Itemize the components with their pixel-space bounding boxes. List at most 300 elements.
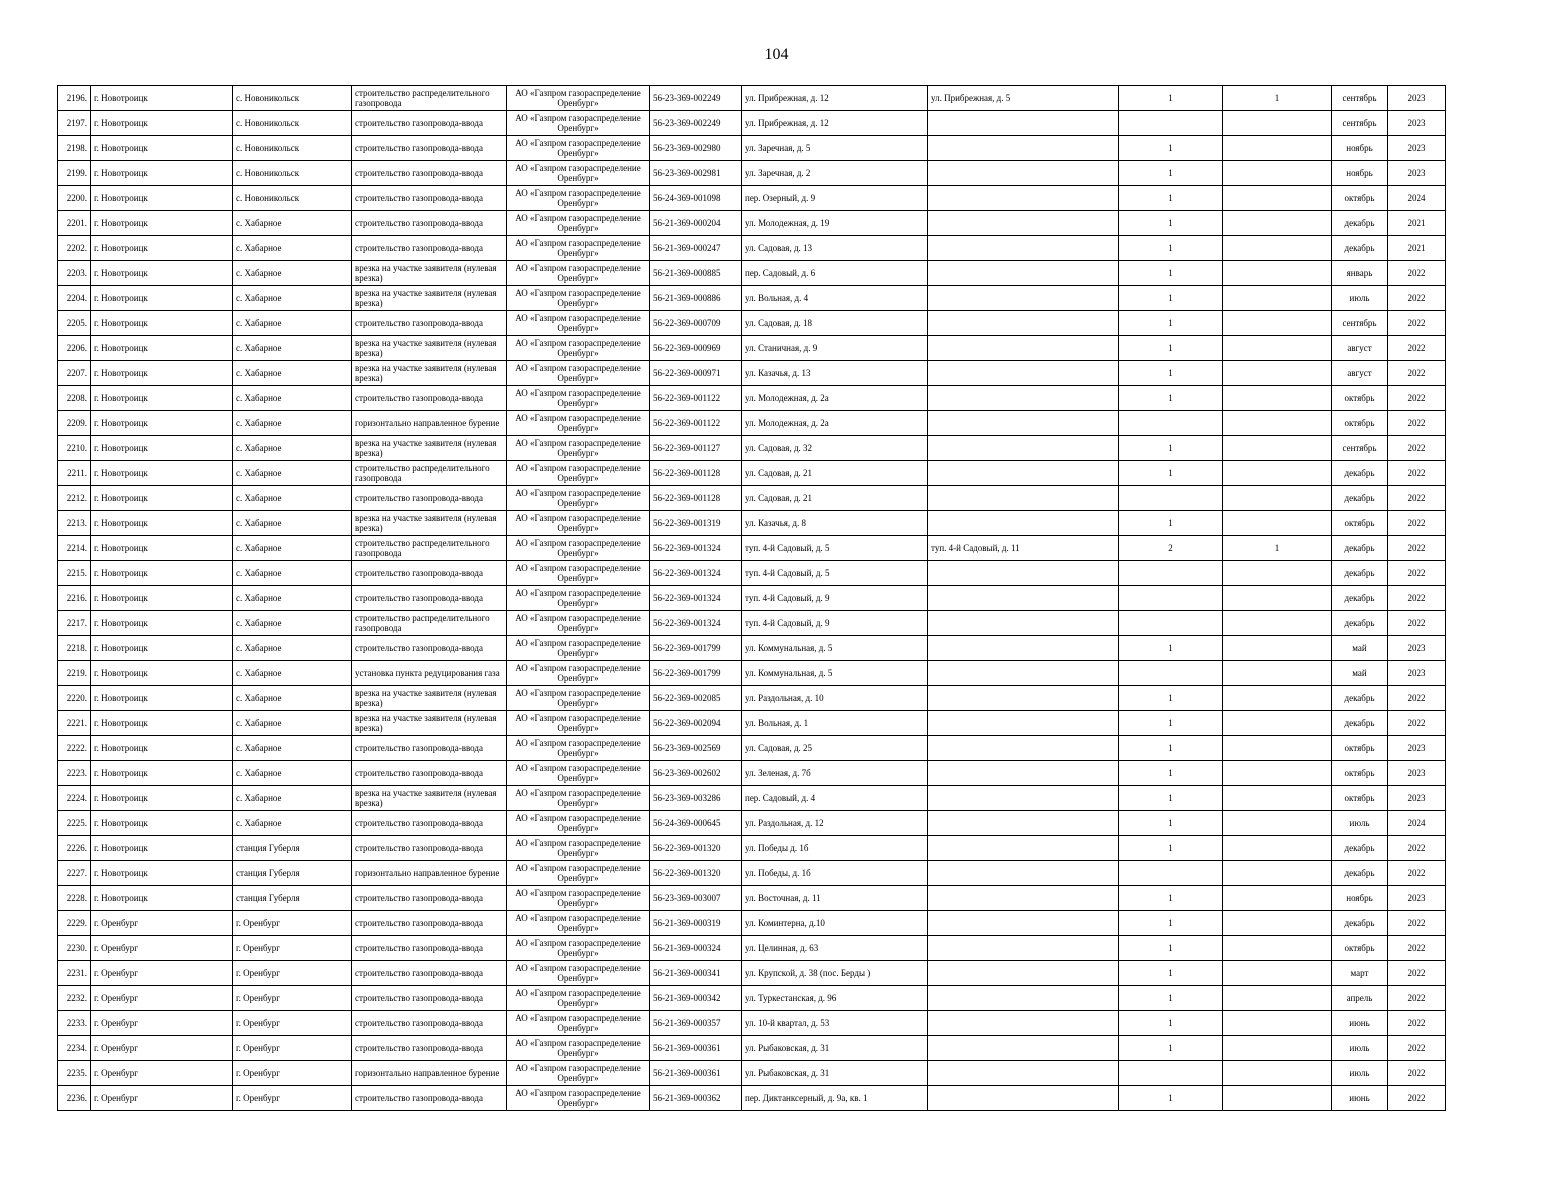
municipality-cell: г. Оренбург [91,961,233,986]
address-cell: ул. Заречная, д. 2 [742,161,928,186]
request-code-cell: 56-22-369-001319 [650,511,742,536]
month-cell: июль [1332,1036,1388,1061]
table-row [58,86,1446,111]
second-address-cell [928,261,1119,286]
extra-quantity-cell [1223,836,1332,861]
settlement-cell: с. Хабарное [233,561,352,586]
row-number: 2219. [58,661,91,686]
row-number: 2200. [58,186,91,211]
year-cell: 2023 [1388,636,1446,661]
second-address-cell [928,1011,1119,1036]
year-cell: 2022 [1388,436,1446,461]
month-cell: декабрь [1332,861,1388,886]
table-row [58,636,1446,661]
month-cell: сентябрь [1332,311,1388,336]
request-code-cell: 56-21-369-000247 [650,236,742,261]
row-number: 2215. [58,561,91,586]
second-address-cell [928,511,1119,536]
organization-cell: АО «Газпром газораспределение Оренбург» [507,136,650,161]
work-type-cell: врезка на участке заявителя (нулевая врезка) [352,286,507,311]
request-code-cell: 56-22-369-002094 [650,711,742,736]
extra-quantity-cell [1223,561,1332,586]
month-cell: сентябрь [1332,86,1388,111]
table-row [58,761,1446,786]
organization-cell: АО «Газпром газораспределение Оренбург» [507,86,650,111]
settlement-cell: с. Хабарное [233,761,352,786]
extra-quantity-cell [1223,436,1332,461]
work-type-cell: строительство газопровода-ввода [352,186,507,211]
table-row [58,861,1446,886]
second-address-cell [928,936,1119,961]
table-row [58,586,1446,611]
row-number: 2232. [58,986,91,1011]
second-address-cell [928,711,1119,736]
month-cell: октябрь [1332,936,1388,961]
second-address-cell [928,236,1119,261]
extra-quantity-cell [1223,711,1332,736]
extra-quantity-cell [1223,886,1332,911]
organization-cell: АО «Газпром газораспределение Оренбург» [507,411,650,436]
quantity-cell [1119,586,1223,611]
municipality-cell: г. Новотроицк [91,861,233,886]
row-number: 2228. [58,886,91,911]
extra-quantity-cell [1223,636,1332,661]
table-row [58,661,1446,686]
address-cell: ул. Целинная, д. 63 [742,936,928,961]
year-cell: 2022 [1388,911,1446,936]
second-address-cell [928,786,1119,811]
request-code-cell: 56-23-369-002569 [650,736,742,761]
table-body [58,86,1446,1111]
request-code-cell: 56-21-369-000342 [650,986,742,1011]
table-row [58,411,1446,436]
row-number: 2204. [58,286,91,311]
work-type-cell: строительство газопровода-ввода [352,111,507,136]
municipality-cell: г. Новотроицк [91,311,233,336]
table-row [58,961,1446,986]
settlement-cell: г. Оренбург [233,1061,352,1086]
year-cell: 2022 [1388,986,1446,1011]
organization-cell: АО «Газпром газораспределение Оренбург» [507,611,650,636]
month-cell: октябрь [1332,386,1388,411]
work-type-cell: врезка на участке заявителя (нулевая врезка) [352,686,507,711]
table-row [58,711,1446,736]
month-cell: декабрь [1332,236,1388,261]
organization-cell: АО «Газпром газораспределение Оренбург» [507,186,650,211]
quantity-cell [1119,411,1223,436]
month-cell: апрель [1332,986,1388,1011]
municipality-cell: г. Новотроицк [91,161,233,186]
month-cell: декабрь [1332,461,1388,486]
year-cell: 2021 [1388,211,1446,236]
municipality-cell: г. Новотроицк [91,686,233,711]
extra-quantity-cell [1223,911,1332,936]
row-number: 2234. [58,1036,91,1061]
second-address-cell [928,561,1119,586]
quantity-cell: 1 [1119,461,1223,486]
table-row [58,161,1446,186]
quantity-cell: 1 [1119,886,1223,911]
second-address-cell [928,686,1119,711]
request-code-cell: 56-23-369-002602 [650,761,742,786]
month-cell: август [1332,336,1388,361]
table-row [58,286,1446,311]
year-cell: 2022 [1388,586,1446,611]
municipality-cell: г. Новотроицк [91,411,233,436]
quantity-cell: 1 [1119,636,1223,661]
work-type-cell: строительство газопровода-ввода [352,161,507,186]
address-cell: туп. 4-й Садовый, д. 5 [742,561,928,586]
organization-cell: АО «Газпром газораспределение Оренбург» [507,1036,650,1061]
request-code-cell: 56-23-369-002249 [650,111,742,136]
quantity-cell: 1 [1119,161,1223,186]
table-row [58,261,1446,286]
request-code-cell: 56-22-369-001320 [650,836,742,861]
work-type-cell: строительство газопровода-ввода [352,486,507,511]
organization-cell: АО «Газпром газораспределение Оренбург» [507,386,650,411]
row-number: 2203. [58,261,91,286]
settlement-cell: г. Оренбург [233,1011,352,1036]
settlement-cell: с. Хабарное [233,536,352,561]
table-row [58,836,1446,861]
extra-quantity-cell [1223,861,1332,886]
extra-quantity-cell [1223,136,1332,161]
table-row [58,1061,1446,1086]
organization-cell: АО «Газпром газораспределение Оренбург» [507,436,650,461]
organization-cell: АО «Газпром газораспределение Оренбург» [507,661,650,686]
settlement-cell: с. Хабарное [233,336,352,361]
address-cell: ул. Прибрежная, д. 12 [742,86,928,111]
work-type-cell: строительство газопровода-ввода [352,886,507,911]
month-cell: октябрь [1332,761,1388,786]
organization-cell: АО «Газпром газораспределение Оренбург» [507,361,650,386]
municipality-cell: г. Оренбург [91,986,233,1011]
month-cell: сентябрь [1332,111,1388,136]
settlement-cell: с. Новоникольск [233,136,352,161]
second-address-cell [928,1061,1119,1086]
work-type-cell: строительство газопровода-ввода [352,636,507,661]
municipality-cell: г. Новотроицк [91,811,233,836]
municipality-cell: г. Новотроицк [91,536,233,561]
month-cell: сентябрь [1332,436,1388,461]
quantity-cell: 1 [1119,686,1223,711]
quantity-cell: 1 [1119,761,1223,786]
request-code-cell: 56-22-369-001799 [650,661,742,686]
second-address-cell: туп. 4-й Садовый, д. 11 [928,536,1119,561]
organization-cell: АО «Газпром газораспределение Оренбург» [507,836,650,861]
table-row [58,186,1446,211]
row-number: 2230. [58,936,91,961]
year-cell: 2023 [1388,136,1446,161]
second-address-cell: ул. Прибрежная, д. 5 [928,86,1119,111]
table-row [58,986,1446,1011]
year-cell: 2022 [1388,1011,1446,1036]
settlement-cell: с. Хабарное [233,661,352,686]
month-cell: январь [1332,261,1388,286]
quantity-cell [1119,1061,1223,1086]
address-cell: ул. Садовая, д. 21 [742,486,928,511]
settlement-cell: станция Губерля [233,886,352,911]
municipality-cell: г. Оренбург [91,1086,233,1111]
work-type-cell: строительство газопровода-ввода [352,761,507,786]
quantity-cell: 1 [1119,911,1223,936]
work-type-cell: строительство газопровода-ввода [352,936,507,961]
month-cell: ноябрь [1332,136,1388,161]
table-row [58,386,1446,411]
address-cell: ул. Коминтерна, д.10 [742,911,928,936]
quantity-cell: 1 [1119,711,1223,736]
month-cell: декабрь [1332,686,1388,711]
work-type-cell: строительство газопровода-ввода [352,561,507,586]
municipality-cell: г. Новотроицк [91,436,233,461]
table-row [58,786,1446,811]
second-address-cell [928,836,1119,861]
address-cell: ул. Садовая, д. 18 [742,311,928,336]
request-code-cell: 56-22-369-001128 [650,486,742,511]
second-address-cell [928,636,1119,661]
address-cell: ул. Рыбаковская, д. 31 [742,1061,928,1086]
year-cell: 2022 [1388,536,1446,561]
quantity-cell [1119,611,1223,636]
municipality-cell: г. Оренбург [91,1011,233,1036]
year-cell: 2023 [1388,736,1446,761]
request-code-cell: 56-21-369-000324 [650,936,742,961]
table-row [58,361,1446,386]
quantity-cell: 1 [1119,1011,1223,1036]
municipality-cell: г. Новотроицк [91,511,233,536]
row-number: 2217. [58,611,91,636]
settlement-cell: с. Хабарное [233,411,352,436]
organization-cell: АО «Газпром газораспределение Оренбург» [507,561,650,586]
quantity-cell: 1 [1119,311,1223,336]
work-type-cell: строительство газопровода-ввода [352,811,507,836]
organization-cell: АО «Газпром газораспределение Оренбург» [507,761,650,786]
municipality-cell: г. Оренбург [91,911,233,936]
table-row [58,686,1446,711]
organization-cell: АО «Газпром газораспределение Оренбург» [507,686,650,711]
row-number: 2207. [58,361,91,386]
municipality-cell: г. Новотроицк [91,286,233,311]
quantity-cell [1119,861,1223,886]
second-address-cell [928,886,1119,911]
extra-quantity-cell [1223,586,1332,611]
extra-quantity-cell: 1 [1223,86,1332,111]
organization-cell: АО «Газпром газораспределение Оренбург» [507,311,650,336]
extra-quantity-cell [1223,1036,1332,1061]
month-cell: декабрь [1332,586,1388,611]
row-number: 2205. [58,311,91,336]
second-address-cell [928,361,1119,386]
extra-quantity-cell [1223,386,1332,411]
settlement-cell: г. Оренбург [233,1036,352,1061]
municipality-cell: г. Новотроицк [91,561,233,586]
settlement-cell: с. Хабарное [233,211,352,236]
table-row [58,236,1446,261]
organization-cell: АО «Газпром газораспределение Оренбург» [507,986,650,1011]
work-type-cell: врезка на участке заявителя (нулевая врезка) [352,711,507,736]
month-cell: октябрь [1332,786,1388,811]
row-number: 2209. [58,411,91,436]
month-cell: июнь [1332,1011,1388,1036]
quantity-cell: 1 [1119,1036,1223,1061]
second-address-cell [928,211,1119,236]
extra-quantity-cell [1223,1061,1332,1086]
month-cell: август [1332,361,1388,386]
row-number: 2196. [58,86,91,111]
extra-quantity-cell [1223,111,1332,136]
extra-quantity-cell [1223,1086,1332,1111]
municipality-cell: г. Новотроицк [91,186,233,211]
settlement-cell: с. Хабарное [233,311,352,336]
settlement-cell: с. Хабарное [233,261,352,286]
year-cell: 2022 [1388,261,1446,286]
organization-cell: АО «Газпром газораспределение Оренбург» [507,936,650,961]
second-address-cell [928,986,1119,1011]
second-address-cell [928,386,1119,411]
request-code-cell: 56-21-369-000361 [650,1061,742,1086]
municipality-cell: г. Оренбург [91,1036,233,1061]
request-code-cell: 56-21-369-000341 [650,961,742,986]
row-number: 2211. [58,461,91,486]
organization-cell: АО «Газпром газораспределение Оренбург» [507,236,650,261]
quantity-cell: 2 [1119,536,1223,561]
work-type-cell: строительство газопровода-ввода [352,1036,507,1061]
year-cell: 2022 [1388,936,1446,961]
table-row [58,436,1446,461]
year-cell: 2021 [1388,236,1446,261]
row-number: 2236. [58,1086,91,1111]
year-cell: 2022 [1388,861,1446,886]
year-cell: 2022 [1388,336,1446,361]
table-row [58,911,1446,936]
work-type-cell: горизонтально направленное бурение [352,861,507,886]
table-row [58,1011,1446,1036]
quantity-cell: 1 [1119,86,1223,111]
settlement-cell: с. Хабарное [233,611,352,636]
work-type-cell: строительство распределительного газопровода [352,536,507,561]
table-row [58,811,1446,836]
municipality-cell: г. Новотроицк [91,236,233,261]
table-row [58,136,1446,161]
month-cell: июль [1332,811,1388,836]
organization-cell: АО «Газпром газораспределение Оренбург» [507,286,650,311]
organization-cell: АО «Газпром газораспределение Оренбург» [507,536,650,561]
row-number: 2197. [58,111,91,136]
request-code-cell: 56-22-369-001128 [650,461,742,486]
work-type-cell: строительство газопровода-ввода [352,836,507,861]
year-cell: 2022 [1388,686,1446,711]
request-code-cell: 56-23-369-003286 [650,786,742,811]
quantity-cell: 1 [1119,786,1223,811]
month-cell: май [1332,636,1388,661]
year-cell: 2023 [1388,786,1446,811]
quantity-cell: 1 [1119,261,1223,286]
address-cell: ул. Раздольная, д. 12 [742,811,928,836]
work-type-cell: горизонтально направленное бурение [352,1061,507,1086]
extra-quantity-cell [1223,1011,1332,1036]
municipality-cell: г. Новотроицк [91,611,233,636]
address-cell: туп. 4-й Садовый, д. 9 [742,611,928,636]
request-code-cell: 56-22-369-000709 [650,311,742,336]
request-code-cell: 56-22-369-001122 [650,386,742,411]
month-cell: декабрь [1332,711,1388,736]
organization-cell: АО «Газпром газораспределение Оренбург» [507,111,650,136]
address-cell: ул. Рыбаковская, д. 31 [742,1036,928,1061]
request-code-cell: 56-24-369-000645 [650,811,742,836]
quantity-cell [1119,561,1223,586]
address-cell: ул. Победы, д. 1б [742,861,928,886]
address-cell: ул. Садовая, д. 21 [742,461,928,486]
organization-cell: АО «Газпром газораспределение Оренбург» [507,961,650,986]
extra-quantity-cell [1223,361,1332,386]
year-cell: 2022 [1388,961,1446,986]
row-number: 2231. [58,961,91,986]
extra-quantity-cell [1223,211,1332,236]
second-address-cell [928,411,1119,436]
row-number: 2199. [58,161,91,186]
second-address-cell [928,311,1119,336]
second-address-cell [928,661,1119,686]
year-cell: 2022 [1388,1061,1446,1086]
table-row [58,536,1446,561]
settlement-cell: с. Хабарное [233,461,352,486]
request-code-cell: 56-22-369-001127 [650,436,742,461]
second-address-cell [928,161,1119,186]
municipality-cell: г. Новотроицк [91,86,233,111]
work-type-cell: строительство газопровода-ввода [352,911,507,936]
settlement-cell: с. Хабарное [233,486,352,511]
second-address-cell [928,761,1119,786]
month-cell: май [1332,661,1388,686]
settlement-cell: с. Хабарное [233,811,352,836]
row-number: 2233. [58,1011,91,1036]
work-type-cell: горизонтально направленное бурение [352,411,507,436]
row-number: 2213. [58,511,91,536]
second-address-cell [928,111,1119,136]
row-number: 2214. [58,536,91,561]
organization-cell: АО «Газпром газораспределение Оренбург» [507,486,650,511]
work-type-cell: строительство газопровода-ввода [352,986,507,1011]
work-type-cell: строительство распределительного газопровода [352,461,507,486]
address-cell: ул. Заречная, д. 5 [742,136,928,161]
organization-cell: АО «Газпром газораспределение Оренбург» [507,586,650,611]
table-row [58,336,1446,361]
request-code-cell: 56-22-369-002085 [650,686,742,711]
quantity-cell: 1 [1119,186,1223,211]
municipality-cell: г. Оренбург [91,936,233,961]
month-cell: декабрь [1332,536,1388,561]
quantity-cell: 1 [1119,361,1223,386]
month-cell: декабрь [1332,486,1388,511]
quantity-cell: 1 [1119,436,1223,461]
year-cell: 2023 [1388,161,1446,186]
extra-quantity-cell [1223,961,1332,986]
year-cell: 2022 [1388,286,1446,311]
address-cell: туп. 4-й Садовый, д. 5 [742,536,928,561]
month-cell: декабрь [1332,911,1388,936]
municipality-cell: г. Новотроицк [91,661,233,686]
work-type-cell: врезка на участке заявителя (нулевая врезка) [352,436,507,461]
month-cell: июль [1332,1061,1388,1086]
settlement-cell: с. Новоникольск [233,86,352,111]
quantity-cell: 1 [1119,811,1223,836]
second-address-cell [928,911,1119,936]
work-type-cell: строительство газопровода-ввода [352,1011,507,1036]
organization-cell: АО «Газпром газораспределение Оренбург» [507,711,650,736]
month-cell: ноябрь [1332,886,1388,911]
month-cell: ноябрь [1332,161,1388,186]
request-code-cell: 56-22-369-000971 [650,361,742,386]
